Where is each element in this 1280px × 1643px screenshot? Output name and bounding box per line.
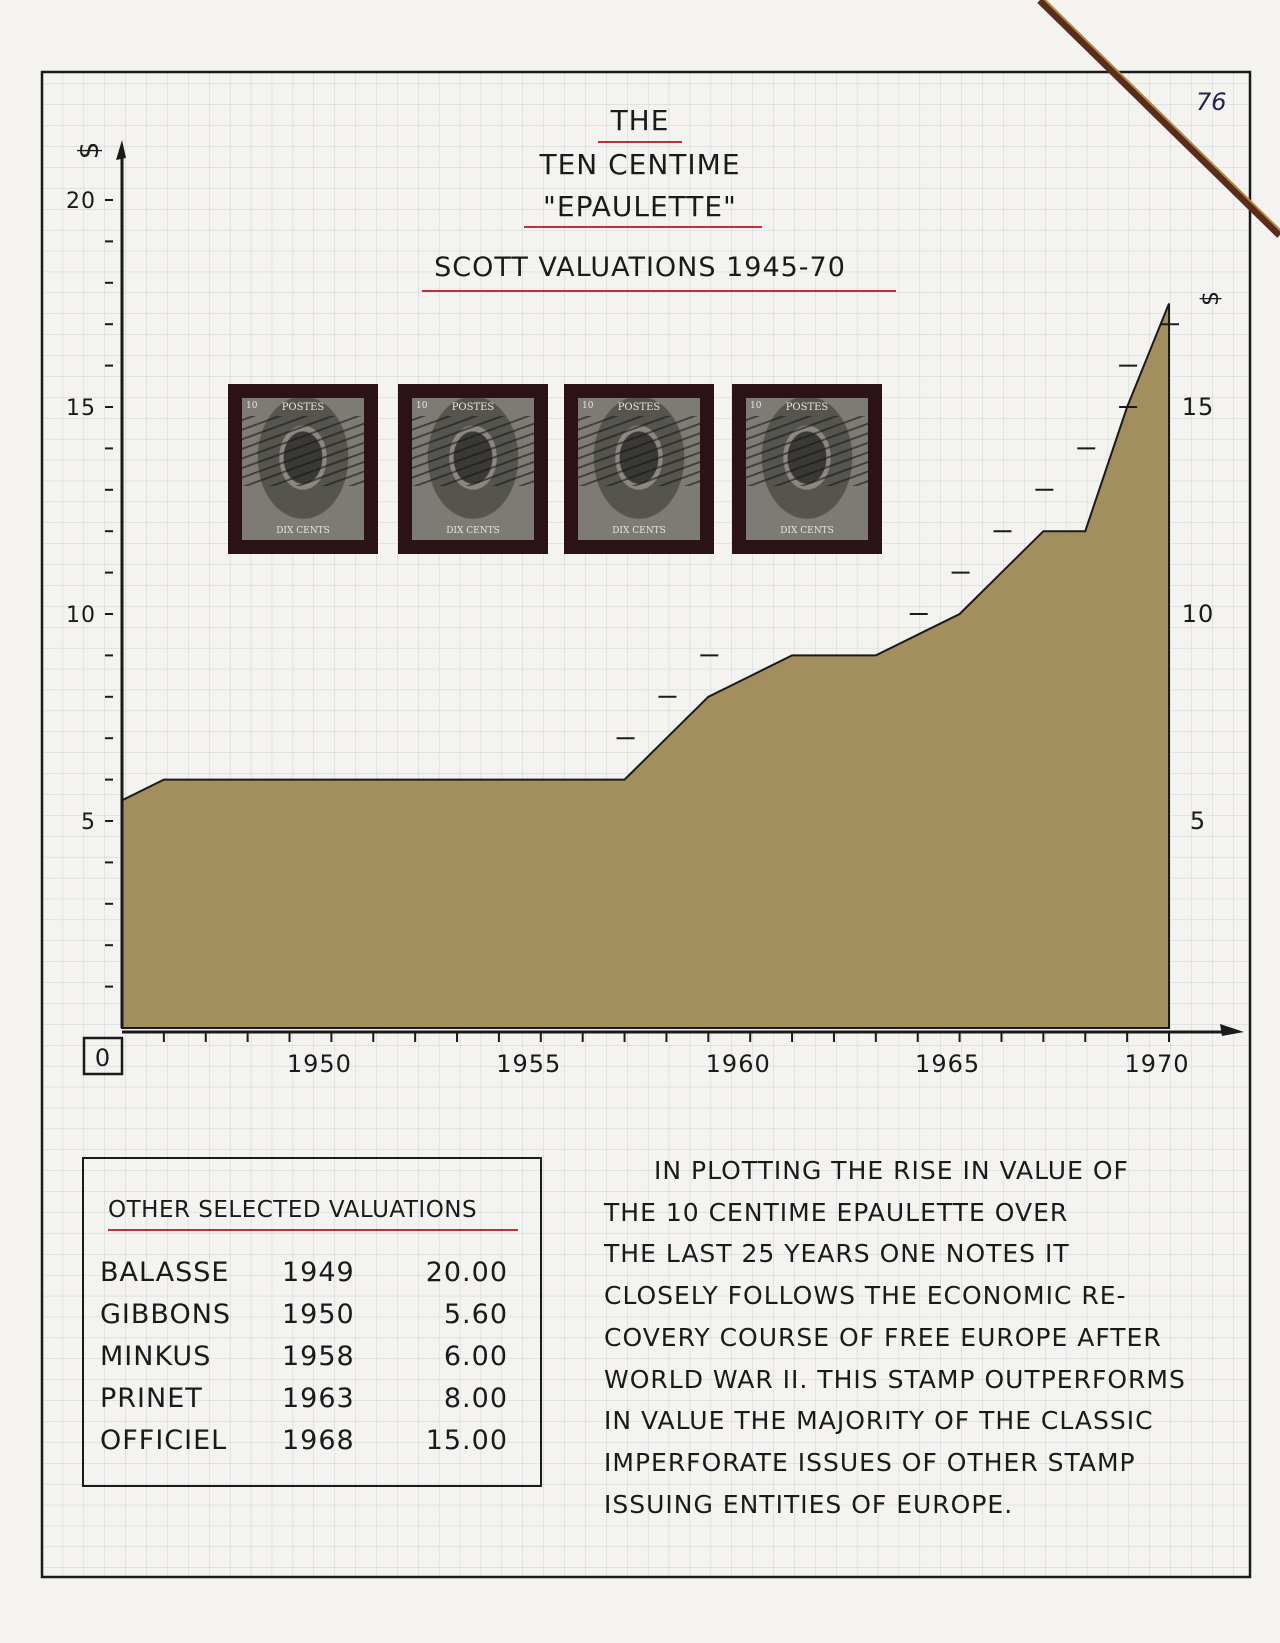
stamp-value-mark: 10 (582, 401, 594, 411)
valuation-value: 20.00 (425, 1257, 508, 1288)
paragraph-line: COVERY COURSE OF FREE EUROPE AFTER (604, 1322, 1162, 1352)
y-tick-label-5: 5 (81, 810, 96, 835)
title-line-3: "EPAULETTE" (543, 190, 737, 223)
stamp-top-text: POSTES (785, 402, 829, 413)
valuations-underline (108, 1229, 518, 1231)
valuation-row (100, 1341, 520, 1383)
valuations-heading: OTHER SELECTED VALUATIONS (108, 1197, 478, 1223)
stamp-top-text: POSTES (617, 402, 661, 413)
y-tick-label-15: 15 (66, 396, 96, 421)
x-tick-label-1970: 1970 (1124, 1050, 1190, 1078)
valuation-value: 6.00 (443, 1341, 508, 1372)
stamp-image (578, 398, 700, 540)
paragraph-line: ISSUING ENTITIES OF EUROPE. (604, 1489, 1014, 1519)
valuation-source: OFFICIEL (100, 1425, 228, 1456)
stamp-image (412, 398, 534, 540)
paragraph-line: IMPERFORATE ISSUES OF OTHER STAMP (604, 1447, 1136, 1477)
right-tick-label-15: 15 (1181, 393, 1215, 421)
valuation-row (100, 1425, 520, 1467)
valuation-year: 1950 (282, 1299, 355, 1330)
valuation-row (100, 1299, 520, 1341)
stamp-value-mark: 10 (416, 401, 428, 411)
valuation-source: MINKUS (100, 1341, 212, 1372)
valuations-table (100, 1257, 520, 1467)
x-tick-label-1965: 1965 (915, 1050, 981, 1078)
page-number: 76 (1196, 88, 1227, 116)
y-tick-label-20: 20 (66, 189, 96, 214)
y-tick-label-10: 10 (66, 603, 96, 628)
valuation-year: 1949 (282, 1257, 355, 1288)
right-axis-label: $ (1196, 289, 1224, 307)
valuation-source: GIBBONS (100, 1299, 232, 1330)
paragraph-line: THE 10 CENTIME EPAULETTE OVER (604, 1197, 1069, 1227)
cancellation-bars (746, 416, 868, 486)
right-tick-label-10: 10 (1181, 600, 1215, 628)
valuation-value: 5.60 (443, 1299, 508, 1330)
valuation-row (100, 1383, 520, 1425)
x-tick-label-1955: 1955 (496, 1050, 562, 1078)
valuation-source: PRINET (100, 1383, 203, 1414)
valuation-value: 8.00 (443, 1383, 508, 1414)
valuation-year: 1963 (282, 1383, 355, 1414)
x-tick-label-1950: 1950 (286, 1050, 352, 1078)
paragraph-line: IN VALUE THE MAJORITY OF THE CLASSIC (604, 1406, 1154, 1436)
paragraph-line: WORLD WAR II. THIS STAMP OUTPERFORMS (604, 1364, 1186, 1394)
stamp-bottom-text: DIX CENTS (780, 526, 834, 536)
subtitle-underline (422, 290, 896, 292)
origin-label: 0 (94, 1044, 112, 1072)
valuation-row (100, 1257, 520, 1299)
paragraph-line: IN PLOTTING THE RISE IN VALUE OF (654, 1156, 1129, 1185)
chart-subtitle: SCOTT VALUATIONS 1945-70 (434, 252, 846, 283)
valuation-year: 1968 (282, 1425, 355, 1456)
cancellation-bars (242, 416, 364, 486)
cancellation-bars (412, 416, 534, 486)
stamp-mount-2 (398, 384, 548, 554)
stamp-mount-1 (228, 384, 378, 554)
title-underline-1 (598, 141, 682, 143)
stamp-top-text: POSTES (281, 402, 325, 413)
right-tick-label-5: 5 (1189, 807, 1207, 835)
paragraph-line: THE LAST 25 YEARS ONE NOTES IT (604, 1239, 1070, 1269)
commentary-paragraph (604, 1150, 1214, 1525)
title-line-1: THE (610, 104, 670, 137)
stamp-bottom-text: DIX CENTS (276, 526, 330, 536)
stamp-image (242, 398, 364, 540)
stamp-image (746, 398, 868, 540)
x-tick-label-1960: 1960 (705, 1050, 771, 1078)
stamp-value-mark: 10 (750, 401, 762, 411)
paragraph-line: CLOSELY FOLLOWS THE ECONOMIC RE- (604, 1281, 1127, 1311)
stamp-value-mark: 10 (246, 401, 258, 411)
title-line-2: TEN CENTIME (539, 148, 741, 181)
stamp-mount-3 (564, 384, 714, 554)
valuation-value: 15.00 (425, 1425, 508, 1456)
title-underline-3 (524, 226, 762, 228)
y-axis-label: $ (72, 140, 105, 160)
stamp-bottom-text: DIX CENTS (446, 526, 500, 536)
stamp-top-text: POSTES (451, 402, 495, 413)
valuations-box (82, 1157, 542, 1487)
stamp-bottom-text: DIX CENTS (612, 526, 666, 536)
valuation-source: BALASSE (100, 1257, 230, 1288)
cancellation-bars (578, 416, 700, 486)
valuation-year: 1958 (282, 1341, 355, 1372)
stamp-mount-4 (732, 384, 882, 554)
